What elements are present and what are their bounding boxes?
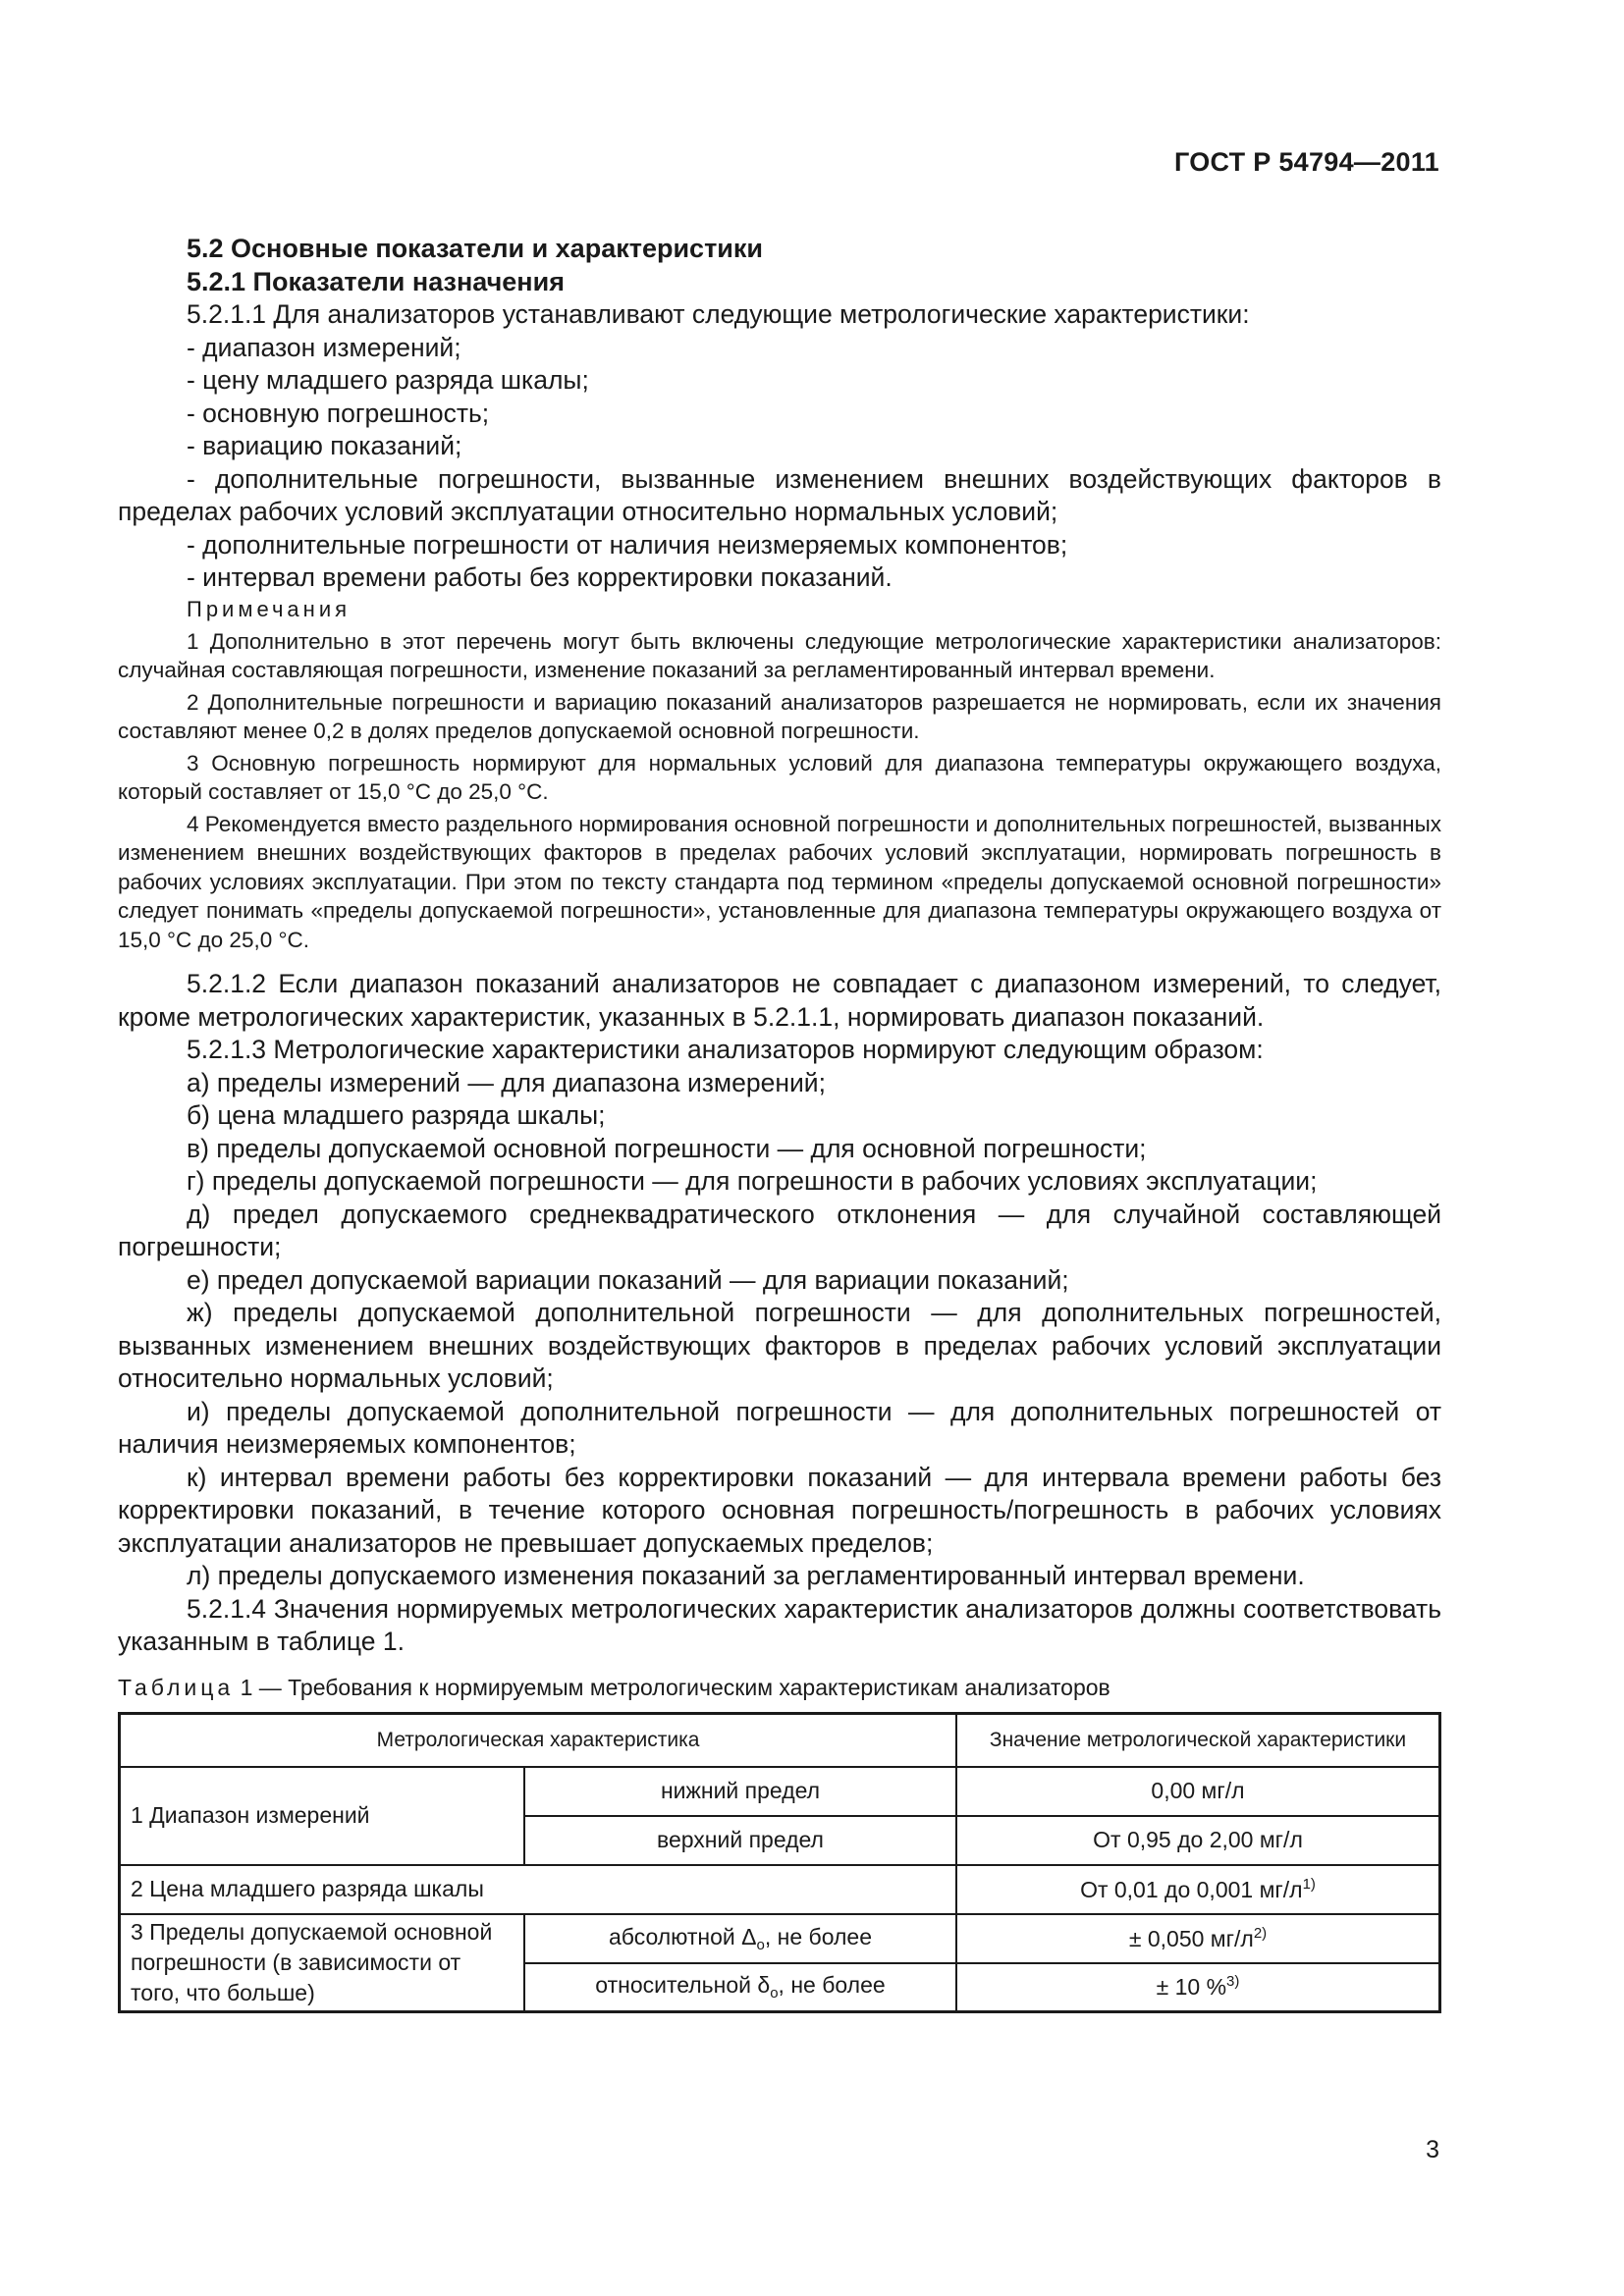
list-item: - дополнительные погрешности от наличия неизмеряемых компонентов;: [187, 529, 1068, 560]
list-item: к) интервал времени работы без корректировки показаний — для интервала времени работы без корректировки показаний, в течение которого основная погрешность/погрешность в рабочих условиях эксплуатации анализаторов не превышает допускаемых пределов;: [118, 1462, 1441, 1558]
list-item: - диапазон измерений;: [187, 332, 461, 362]
subscript: о: [756, 1936, 765, 1953]
note: 2 Дополнительные погрешности и вариацию показаний анализаторов разрешается не нормировать, если их значения составляют менее 0,2 в долях пределов допускаемой основной погрешности.: [118, 689, 1441, 743]
header-value: Значение метрологической характеристики: [956, 1713, 1440, 1767]
list-item: а) пределы измерений — для диапазона измерений;: [187, 1067, 826, 1097]
list-item: - основную погрешность;: [187, 398, 490, 428]
relative-error-text: относительной δ: [595, 1972, 771, 1999]
cell-error-label: 3 Пределы допускаемой основной погрешности (в зависимости от того, что больше): [120, 1914, 525, 2012]
paragraph-5211: 5.2.1.1 Для анализаторов устанавливают следующие метрологические характеристики:: [187, 299, 1250, 329]
spec-table: [118, 1712, 1441, 2014]
page-content: [118, 232, 1441, 2013]
paragraph-5212: 5.2.1.2 Если диапазон показаний анализаторов не совпадает с диапазоном измерений, то следует, кроме метрологических характеристик, указанных в 5.2.1.1, нормировать диапазон показаний.: [118, 969, 1441, 1032]
cell-lower-limit: нижний предел: [524, 1767, 956, 1816]
table-row: [120, 1914, 1440, 1963]
table-caption: [118, 1673, 1441, 1702]
table-caption-label: Таблица: [118, 1674, 235, 1700]
table-header-row: [120, 1713, 1440, 1767]
list-item: л) пределы допускаемого изменения показаний за регламентированный интервал времени.: [187, 1561, 1305, 1590]
footnote-ref: 1): [1302, 1875, 1316, 1893]
cell-scale-value: [956, 1865, 1440, 1914]
header-characteristic: Метрологическая характеристика: [120, 1713, 957, 1767]
list-item: и) пределы допускаемой дополнительной погрешности — для дополнительных погрешностей от наличия неизмеряемых компонентов;: [118, 1396, 1441, 1459]
paragraph-5213: 5.2.1.3 Метрологические характеристики анализаторов нормируют следующим образом:: [187, 1035, 1264, 1064]
absolute-value-text: ± 0,050 мг/л: [1128, 1925, 1254, 1951]
list-item: е) предел допускаемой вариации показаний — для вариации показаний;: [187, 1264, 1069, 1295]
document-code: ГОСТ Р 54794—2011: [1173, 147, 1439, 177]
cell-relative-error: [524, 1963, 956, 2012]
cell-absolute-value: [956, 1914, 1440, 1963]
footnote-ref: 2): [1253, 1924, 1268, 1942]
list-item: г) пределы допускаемой погрешности — для погрешности в рабочих условиях эксплуатации;: [187, 1166, 1318, 1196]
list-item: д) предел допускаемого среднеквадратического отклонения — для случайной составляющей погрешности;: [118, 1199, 1441, 1261]
absolute-error-text: абсолютной Δ: [608, 1923, 757, 1949]
cell-upper-limit: верхний предел: [524, 1816, 956, 1865]
absolute-error-suffix: , не более: [764, 1923, 873, 1949]
cell-absolute-error: [524, 1914, 956, 1963]
list-item: - дополнительные погрешности, вызванные изменением внешних воздействующих факторов в пределах рабочих условий эксплуатации относительно нормальных условий;: [118, 463, 1441, 526]
subscript: о: [770, 1985, 779, 2002]
cell-range-label: 1 Диапазон измерений: [120, 1767, 525, 1865]
page-number: 3: [1426, 2136, 1439, 2163]
table-row: [120, 1865, 1440, 1914]
table-row: [120, 1767, 1440, 1816]
list-item: в) пределы допускаемой основной погрешности — для основной погрешности;: [187, 1133, 1147, 1163]
list-item: б) цена младшего разряда шкалы;: [187, 1100, 606, 1130]
relative-error-suffix: , не более: [778, 1972, 886, 1999]
list-item: - вариацию показаний;: [187, 431, 462, 460]
note: 4 Рекомендуется вместо раздельного нормирования основной погрешности и дополнительных погрешностей, вызванных изменением внешних воздействующих факторов в пределах рабочих условий эксплуатации, нормировать погрешность в рабочих условиях эксплуатации. При этом по тексту стандарта под термином «пределы допускаемой основной погрешности» следует понимать «пределы допускаемой погрешности», установленные для диапазона температуры окружающего воздуха от 15,0 °С до 25,0 °С.: [118, 811, 1441, 952]
section-title: 5.2 Основные показатели и характеристики: [187, 234, 763, 263]
cell-relative-value: [956, 1963, 1440, 2012]
note: 3 Основную погрешность нормируют для нормальных условий для диапазона температуры окружающего воздуха, который составляет от 15,0 °С до 25,0 °С.: [118, 750, 1441, 804]
note: 1 Дополнительно в этот перечень могут быть включены следующие метрологические характеристики анализаторов: случайная составляющая погрешности, изменение показаний за регламентированный интервал времени.: [118, 628, 1441, 682]
table-caption-text: 1 — Требования к нормируемым метрологическим характеристикам анализаторов: [240, 1674, 1110, 1700]
cell-lower-value: 0,00 мг/л: [956, 1767, 1440, 1816]
footnote-ref: 3): [1226, 1973, 1240, 1991]
scale-value-text: От 0,01 до 0,001 мг/л: [1080, 1876, 1303, 1902]
subsection-title: 5.2.1 Показатели назначения: [187, 267, 565, 296]
relative-value-text: ± 10 %: [1156, 1974, 1227, 2001]
paragraph-5214: 5.2.1.4 Значения нормируемых метрологических характеристик анализаторов должны соответствовать указанным в таблице 1.: [118, 1593, 1441, 1656]
notes-title: Примечания: [187, 596, 352, 621]
list-item: ж) пределы допускаемой дополнительной погрешности — для дополнительных погрешностей, вызванных изменением внешних воздействующих факторов в пределах рабочих условий эксплуатации относительно нормальных условий;: [118, 1298, 1441, 1393]
list-item: - цену младшего разряда шкалы;: [187, 365, 589, 395]
cell-upper-value: От 0,95 до 2,00 мг/л: [956, 1816, 1440, 1865]
list-item: - интервал времени работы без корректировки показаний.: [187, 562, 893, 592]
cell-scale-label: 2 Цена младшего разряда шкалы: [120, 1865, 957, 1914]
